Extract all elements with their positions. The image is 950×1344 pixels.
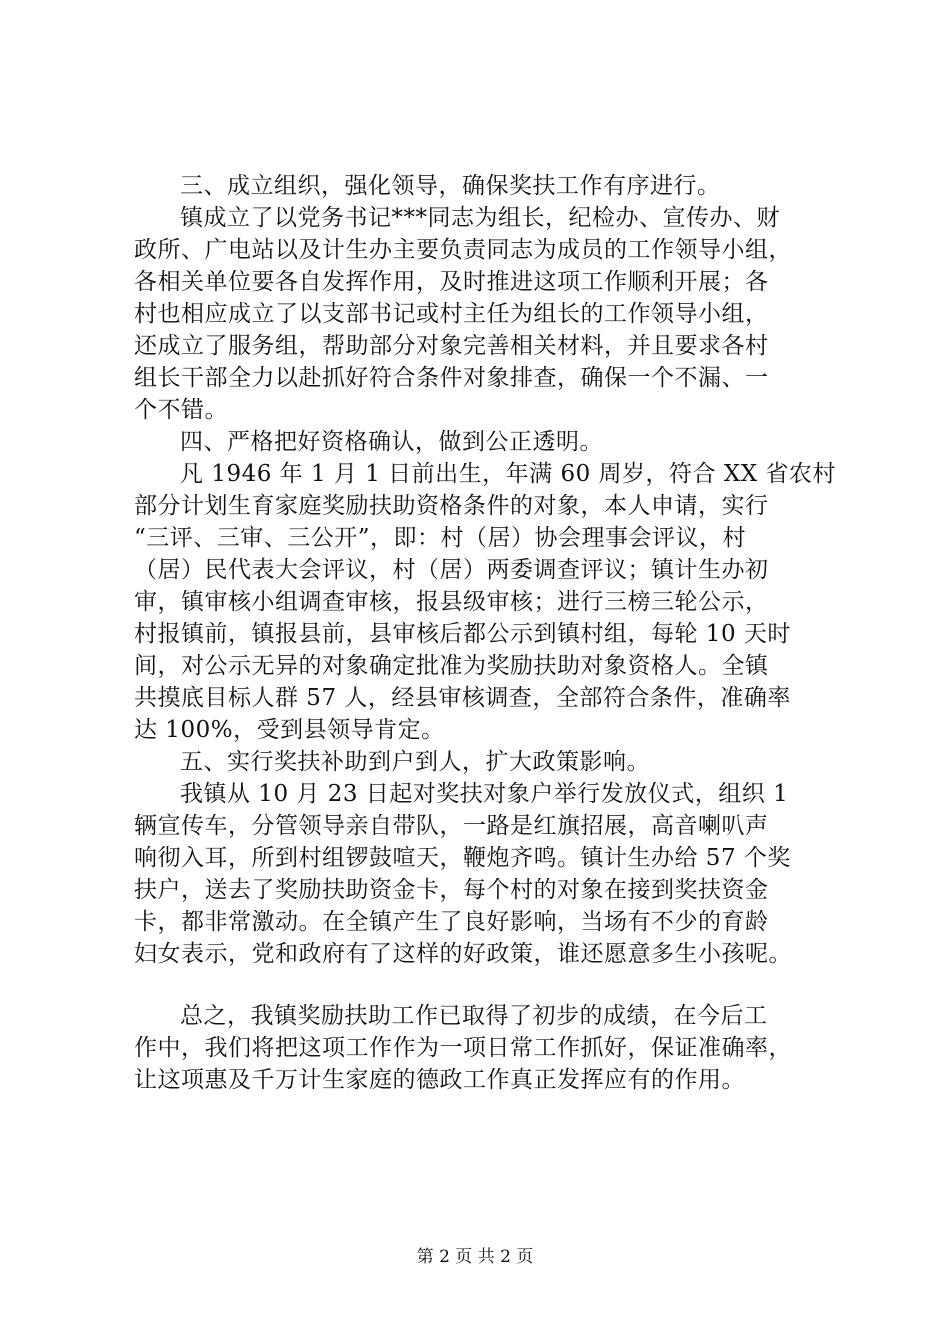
- text-line: 村也相应成立了以支部书记或村主任为组长的工作领导小组，: [134, 301, 769, 327]
- paragraph-distribution: [134, 778, 834, 970]
- text-line: 政所、广电站以及计生办主要负责同志为成员的工作领导小组，: [134, 237, 792, 263]
- paragraph-conclusion: [134, 1000, 834, 1096]
- text-line: 卡，都非常激动。在全镇产生了良好影响，当场有不少的育龄: [134, 909, 769, 935]
- text-line: 间，对公示无异的对象确定批准为奖励扶助对象资格人。全镇: [134, 653, 769, 679]
- text-line: 各相关单位要各自发挥作用，及时推进这项工作顺利开展；各: [134, 269, 769, 295]
- paragraph-eligibility: [134, 458, 834, 746]
- text-line: 镇成立了以党务书记***同志为组长，纪检办、宣传办、财: [180, 205, 780, 231]
- text-line: 我镇从 10 月 23 日起对奖扶对象户举行发放仪式，组织 1: [180, 781, 789, 807]
- text-line: 审，镇审核小组调查审核，报县级审核；进行三榜三轮公示，: [134, 589, 769, 615]
- text-line: 凡 1946 年 1 月 1 日前出生，年满 60 周岁，符合 XX 省农村: [180, 461, 836, 487]
- text-line: 组长干部全力以赴抓好符合条件对象排查，确保一个不漏、一: [134, 365, 769, 391]
- text-line: 共摸底目标人群 57 人，经县审核调查，全部符合条件，准确率: [134, 685, 791, 711]
- text-line: 村报镇前，镇报县前，县审核后都公示到镇村组，每轮 10 天时: [134, 621, 791, 647]
- text-line: 妇女表示，党和政府有了这样的好政策，谁还愿意多生小孩呢。: [134, 941, 792, 967]
- text-line: 让这项惠及千万计生家庭的德政工作真正发挥应有的作用。: [134, 1067, 745, 1093]
- text-line: 部分计划生育家庭奖励扶助资格条件的对象，本人申请，实行: [134, 493, 769, 519]
- text-line: 作中，我们将把这项工作作为一项日常工作抓好，保证准确率，: [134, 1035, 792, 1061]
- document-body: [134, 170, 834, 1096]
- text-line: “三评、三审、三公开”，即：村（居）协会理事会评议，村: [134, 525, 747, 551]
- page-number-footer: 第 2 页 共 2 页: [416, 1247, 534, 1267]
- text-line: 个不错。: [134, 397, 228, 423]
- text-line: 三、成立组织，强化领导，确保奖扶工作有序进行。: [180, 173, 721, 199]
- section-heading-4: [134, 426, 834, 458]
- text-line: 达 100%，受到县领导肯定。: [134, 717, 445, 743]
- text-line: 还成立了服务组，帮助部分对象完善相关材料，并且要求各村: [134, 333, 769, 359]
- paragraph-organization: [134, 202, 834, 426]
- text-line: 辆宣传车，分管领导亲自带队，一路是红旗招展，高音喇叭声: [134, 813, 769, 839]
- text-line: 响彻入耳，所到村组锣鼓喧天，鞭炮齐鸣。镇计生办给 57 个奖: [134, 845, 791, 871]
- section-heading-3: [134, 170, 834, 202]
- text-line: 五、实行奖扶补助到户到人，扩大政策影响。: [180, 749, 650, 775]
- section-heading-5: [134, 746, 834, 778]
- text-line: 四、严格把好资格确认，做到公正透明。: [180, 429, 603, 455]
- paragraph-gap: [134, 970, 834, 1000]
- text-line: 总之，我镇奖励扶助工作已取得了初步的成绩，在今后工: [180, 1003, 768, 1029]
- text-line: （居）民代表大会评议，村（居）两委调查评议；镇计生办初: [134, 557, 769, 583]
- text-line: 扶户，送去了奖励扶助资金卡，每个村的对象在接到奖扶资金: [134, 877, 769, 903]
